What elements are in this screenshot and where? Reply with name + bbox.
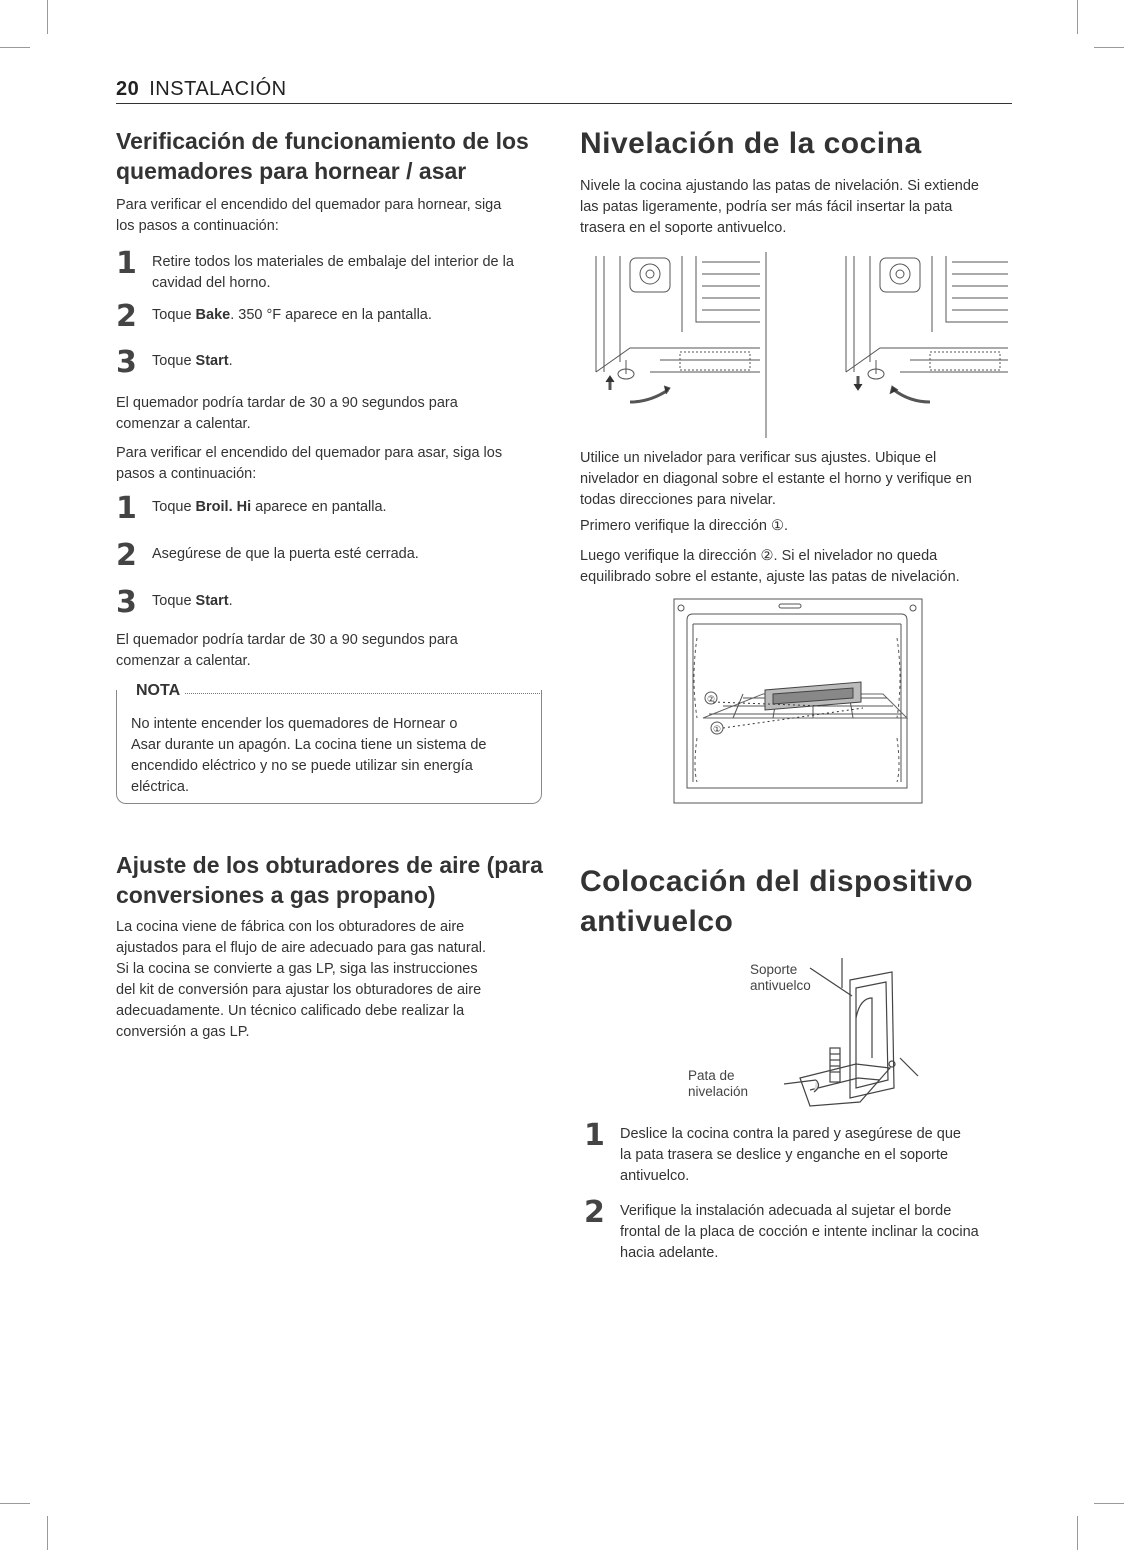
crop-mark — [1077, 1516, 1078, 1550]
bake-step-1 — [116, 246, 546, 296]
step-text: Verifique la instalación adecuada al sujetar el borde — [620, 1203, 952, 1219]
step-number: 1 — [584, 1118, 605, 1153]
shutters-line: ajustados para el flujo de aire adecuado para gas natural. — [116, 940, 487, 956]
leveling-intro — [580, 176, 1010, 239]
step-text: . 350 °F aparece en la pantalla. — [230, 307, 432, 323]
shutters-title-line2: conversiones a gas propano) — [116, 882, 436, 908]
crop-mark — [1094, 47, 1124, 48]
step-number: 1 — [116, 246, 137, 281]
leveling-check-line: nivelador en diagonal sobre el estante el horno y verifique en — [580, 471, 972, 487]
broil-note — [116, 630, 546, 672]
note-label: NOTA — [132, 682, 184, 700]
step-text: Retire todos los materiales de embalaje del interior de la — [152, 254, 514, 270]
shutters-title-line1: Ajuste de los obturadores de aire (para — [116, 852, 543, 878]
bake-step-2 — [116, 299, 546, 334]
leveling-intro-line: trasera en el soporte antivuelco. — [580, 220, 787, 236]
leveling-then — [580, 546, 1010, 588]
step-text: Toque — [152, 353, 196, 369]
step-text: aparece en pantalla. — [251, 499, 387, 515]
burners-title-line2: quemadores para hornear / asar — [116, 158, 467, 184]
broil-step-1 — [116, 491, 546, 526]
leveling-title — [580, 124, 1010, 164]
leveling-legs-illustration — [590, 252, 1010, 438]
shutters-line: del kit de conversión para ajustar los obturadores de aire — [116, 982, 482, 998]
shutters-text — [116, 917, 556, 1043]
step-number: 2 — [116, 538, 137, 573]
broil-note-line1: El quemador podría tardar de 30 a 90 segundos para — [116, 632, 458, 648]
leveling-check — [580, 448, 1010, 511]
step-text: cavidad del horno. — [152, 275, 271, 291]
step-text: antivuelco. — [620, 1168, 690, 1184]
step-text: frontal de la placa de cocción e intente inclinar la cocina — [620, 1224, 979, 1240]
note-line: encendido eléctrico y no se puede utilizar sin energía — [131, 758, 473, 774]
burners-intro-line2: los pasos a continuación: — [116, 218, 279, 234]
leveling-intro-line: las patas ligeramente, podría ser más fácil insertar la pata — [580, 199, 953, 215]
crop-mark — [1077, 0, 1078, 34]
leveling-first — [580, 516, 1010, 537]
antitip-title — [580, 862, 1010, 942]
step-number: 2 — [584, 1195, 605, 1230]
burners-intro-line1: Para verificar el encendido del quemador para hornear, siga — [116, 197, 502, 213]
broil-step-2 — [116, 538, 546, 573]
step-keyword: Start — [195, 353, 229, 369]
step-text: Asegúrese de que la puerta esté cerrada. — [152, 546, 419, 562]
crop-mark — [1094, 1503, 1124, 1504]
step-text: Toque — [152, 593, 196, 609]
leveling-then-line: equilibrado sobre el estante, ajuste las patas de nivelación. — [580, 569, 960, 585]
leveling-check-line: todas direcciones para nivelar. — [580, 492, 776, 508]
crop-mark — [47, 1516, 48, 1550]
broil-intro-line1: Para verificar el encendido del quemador para asar, siga los — [116, 445, 503, 461]
broil-intro-line2: pasos a continuación: — [116, 466, 257, 482]
shutters-line: adecuadamente. Un técnico calificado debe realizar la — [116, 1003, 465, 1019]
leg-label — [688, 1068, 748, 1100]
page-number: 20 — [116, 78, 140, 100]
antitip-title-line2: antivuelco — [580, 905, 734, 938]
step-text: la pata trasera se deslice y enganche en el soporte — [620, 1147, 949, 1163]
leg-label-line2: nivelación — [688, 1084, 749, 1099]
broil-intro — [116, 443, 546, 485]
antitip-step-2 — [584, 1195, 1014, 1265]
step-text: hacia adelante. — [620, 1245, 719, 1261]
step-number: 3 — [116, 345, 137, 380]
note-line: No intente encender los quemadores de Hornear o — [131, 716, 458, 732]
note-top-rule — [150, 693, 542, 694]
leveling-intro-line: Nivele la cocina ajustando las patas de nivelación. Si extiende — [580, 178, 979, 194]
bake-note-line1: El quemador podría tardar de 30 a 90 segundos para — [116, 395, 458, 411]
note-text — [131, 714, 531, 798]
broil-note-line2: comenzar a calentar. — [116, 653, 251, 669]
broil-step-3 — [116, 585, 546, 620]
oven-level-illustration — [673, 598, 923, 804]
step-number: 1 — [116, 491, 137, 526]
step-keyword: Bake — [195, 307, 231, 323]
step-keyword: Broil. Hi — [195, 499, 252, 515]
note-line: Asar durante un apagón. La cocina tiene un sistema de — [131, 737, 487, 753]
section-title: INSTALACIÓN — [149, 78, 287, 100]
page-header — [116, 78, 1012, 101]
bake-note — [116, 393, 546, 435]
step-text: Toque — [152, 307, 196, 323]
step-text: Toque — [152, 499, 196, 515]
bracket-label-line2: antivuelco — [750, 978, 811, 993]
shutters-line: La cocina viene de fábrica con los obturadores de aire — [116, 919, 465, 935]
crop-mark — [0, 47, 30, 48]
header-rule — [116, 103, 1012, 104]
burners-intro — [116, 195, 546, 237]
leveling-then-line: Luego verifique la dirección ②. Si el nivelador no queda — [580, 548, 938, 564]
bracket-label-line1: Soporte — [750, 962, 798, 977]
step-keyword: Start — [195, 593, 229, 609]
leveling-check-line: Utilice un nivelador para verificar sus ajustes. Ubique el — [580, 450, 937, 466]
direction-1-marker: ① — [712, 725, 722, 735]
note-line: eléctrica. — [131, 779, 190, 795]
direction-2-marker: ② — [706, 695, 716, 705]
antitip-title-line1: Colocación del dispositivo — [580, 865, 974, 898]
leveling-first-line: Primero verifique la dirección ①. — [580, 518, 789, 534]
step-number: 3 — [116, 585, 137, 620]
burners-title-line1: Verificación de funcionamiento de los — [116, 128, 529, 154]
crop-mark — [47, 0, 48, 34]
shutters-line: conversión a gas LP. — [116, 1024, 250, 1040]
leg-label-line1: Pata de — [688, 1068, 735, 1083]
burners-section — [116, 126, 546, 186]
shutters-line: Si la cocina se convierte a gas LP, siga las instrucciones — [116, 961, 478, 977]
leveling-title-text: Nivelación de la cocina — [580, 127, 922, 160]
step-number: 2 — [116, 299, 137, 334]
step-text: . — [228, 353, 233, 369]
step-text: . — [228, 593, 233, 609]
step-text: Deslice la cocina contra la pared y asegúrese de que — [620, 1126, 961, 1142]
shutters-title — [116, 850, 556, 910]
bake-note-line2: comenzar a calentar. — [116, 416, 251, 432]
crop-mark — [0, 1503, 30, 1504]
antitip-step-1 — [584, 1118, 1014, 1188]
bracket-label — [750, 962, 811, 994]
bake-step-3 — [116, 345, 546, 380]
